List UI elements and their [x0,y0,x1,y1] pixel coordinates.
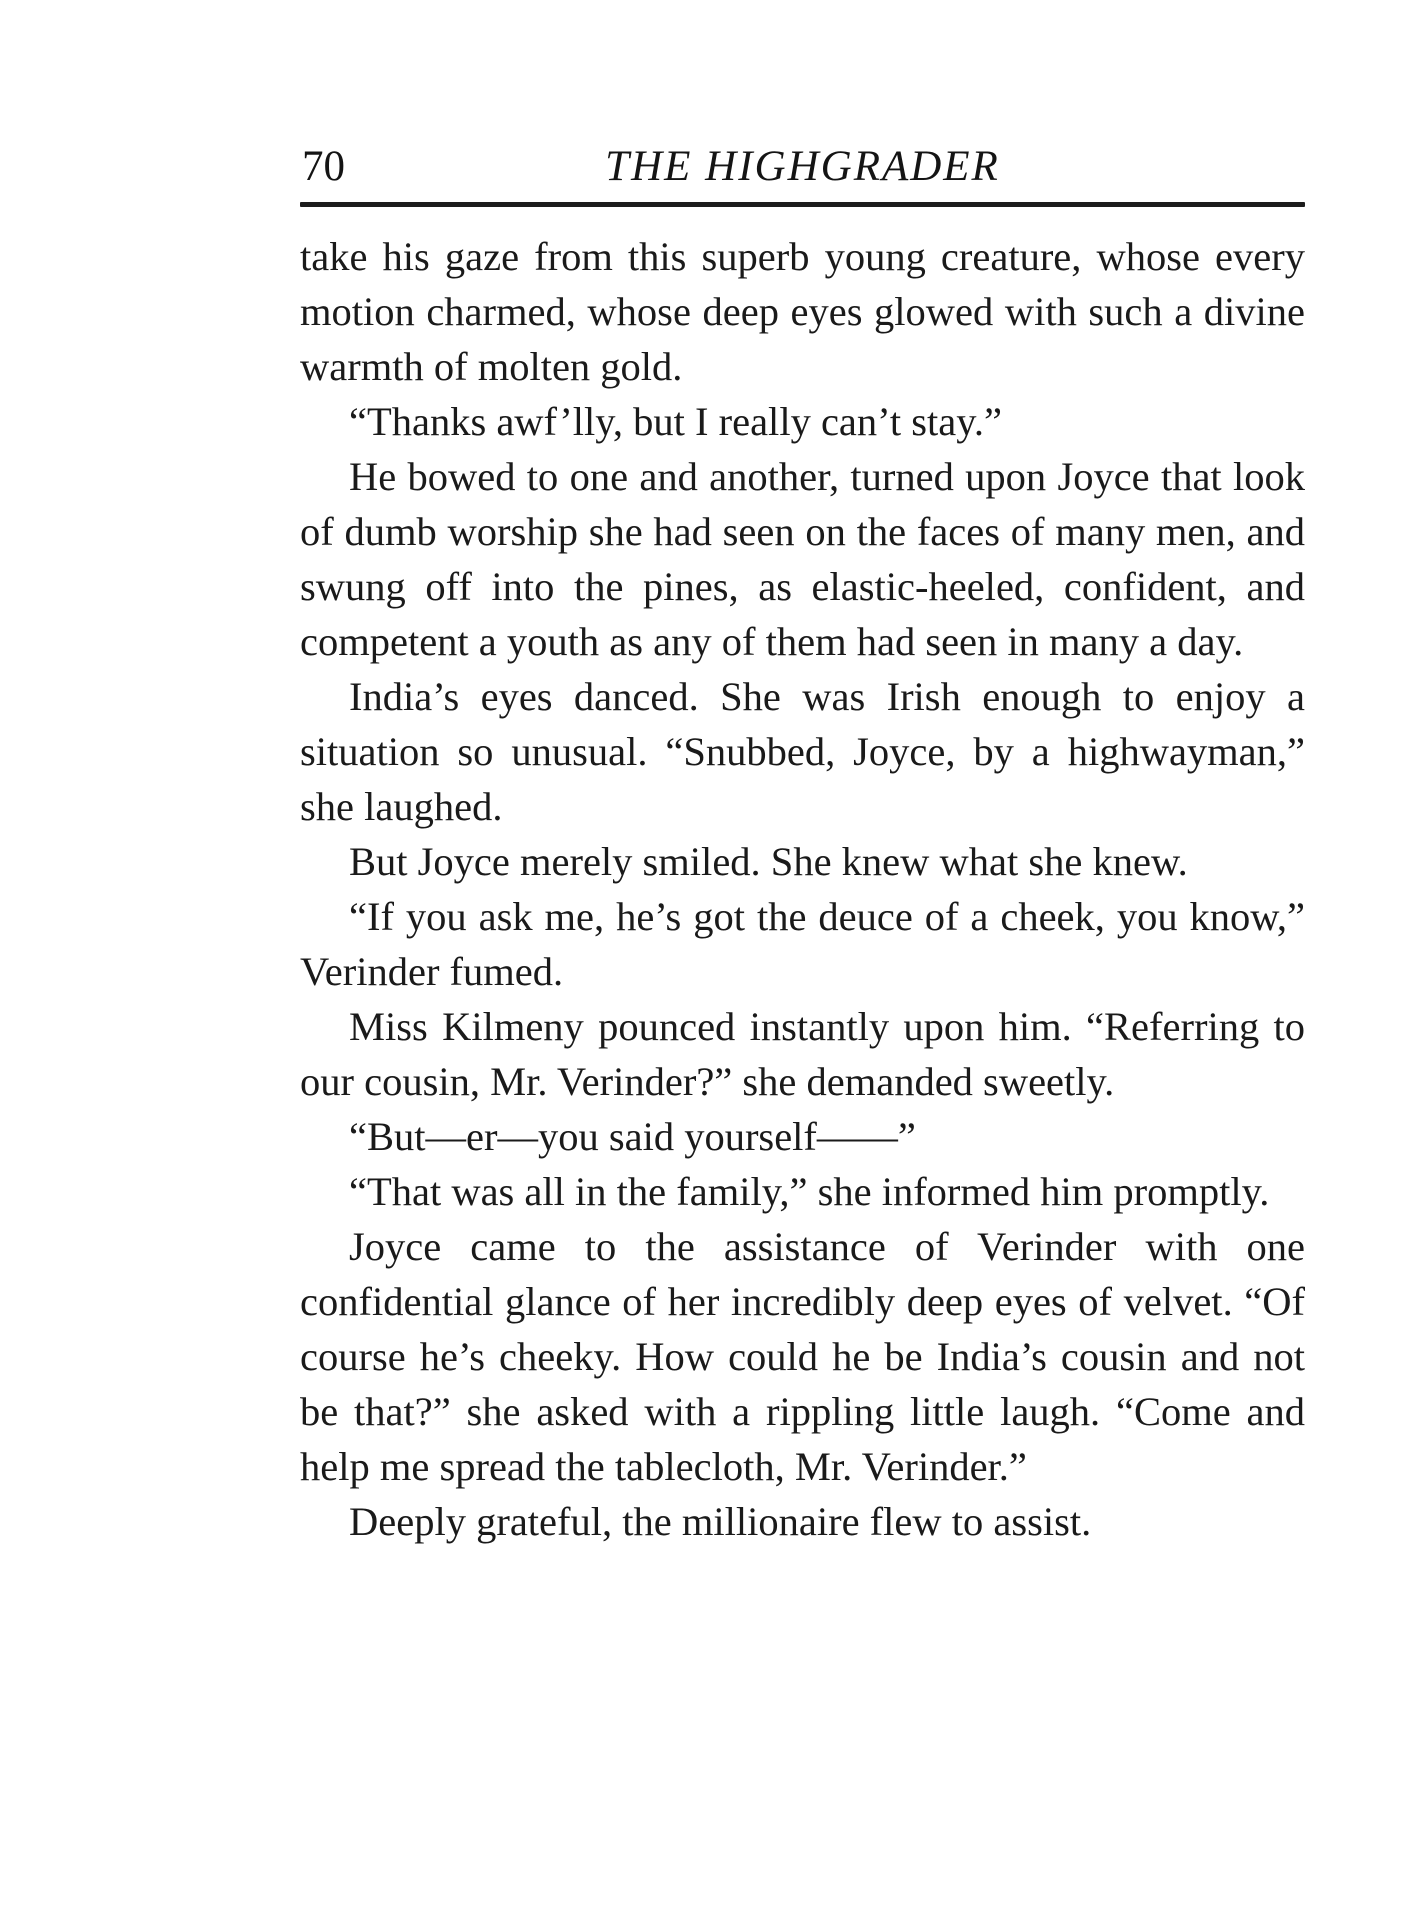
book-page [300,130,1305,1549]
paragraph-3: He bowed to one and another, turned upon Joyce that look of dumb worship she had seen on the faces of many men, and swung off into the pines, as elastic-heeled, confident, and competent a youth as any of them had seen in many a day. [300,454,1305,664]
paragraph-11: Deeply grateful, the millionaire flew to assist. [349,1499,1092,1544]
paragraph-4: India’s eyes danced. She was Irish enough to enjoy a situation so unusual. “Snubbed, Joyce, by a highwayman,” she laughed. [300,674,1305,829]
paragraph-1: take his gaze from this superb young creature, whose every motion charmed, whose deep eyes glowed with such a divine warmth of molten gold. [300,234,1305,389]
running-title: THE HIGHGRADER [605,143,1000,190]
paragraph-8: “But—er—you said yourself——” [349,1114,916,1159]
paragraph-9: “That was all in the family,” she informed him promptly. [349,1169,1270,1214]
paragraph-6: “If you ask me, he’s got the deuce of a cheek, you know,” Verinder fumed. [300,894,1305,994]
paragraph-5: But Joyce merely smiled. She knew what she knew. [349,839,1188,884]
body-text [300,229,1305,1549]
header-rule [300,202,1305,207]
running-head [300,130,1305,192]
paragraph-7: Miss Kilmeny pounced instantly upon him. “Referring to our cousin, Mr. Verinder?” she demanded sweetly. [300,1004,1305,1104]
paragraph-10: Joyce came to the assistance of Verinder with one confidential glance of her incredibly deep eyes of velvet. “Of course he’s cheeky. How could he be India’s cousin and not be that?” she asked with a rippling little laugh. “Come and help me spread the tablecloth, Mr. Verinder.” [300,1224,1305,1489]
paragraph-2: “Thanks awf’lly, but I really can’t stay.” [349,399,1002,444]
page-number: 70 [302,143,345,190]
